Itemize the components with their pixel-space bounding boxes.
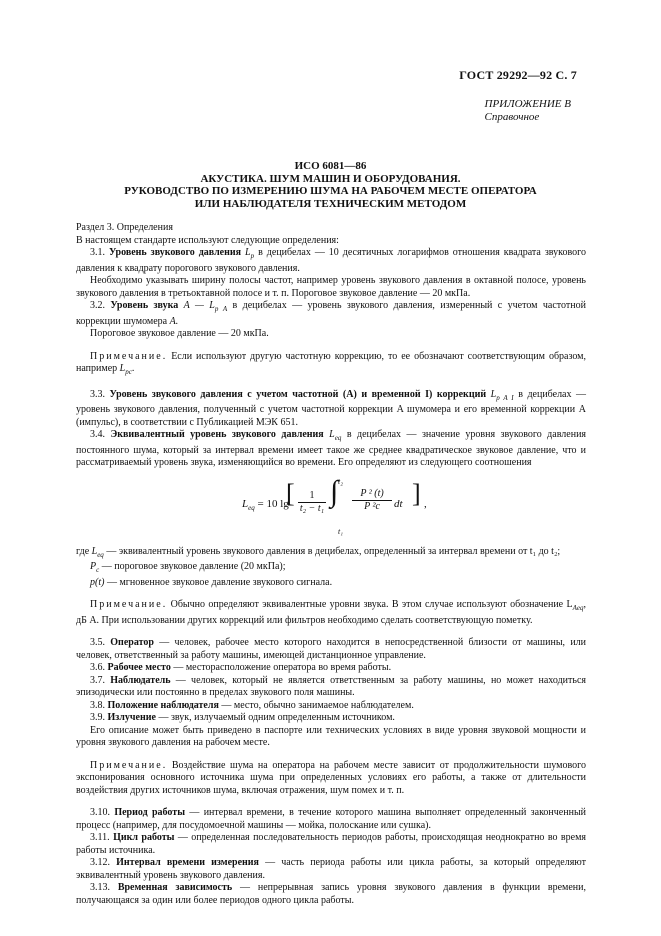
- para-3-10: 3.10. Период работы — интервал времени, в течение которого машина выполняет определенный законченный процесс (например, для посудомоечной машины — мойка, полоскание или сушка).: [76, 807, 587, 831]
- para-3-4: 3.4. Эквивалентный уровень звукового давления $L_{eq}$ в децибелах — значение уровня звукового давления постоянного шума, который за интервал времени имеет такое же среднее квадратическое звуковое давление, что и рассматриваемый уровень звука, изменяющийся во времени. Его определяют из следующего соотношения: [76, 429, 587, 468]
- section-intro: В настоящем стандарте используют следующие определения:: [76, 234, 339, 246]
- standard-header: ГОСТ 29292—92 С. 7: [459, 68, 577, 82]
- note-1: Примечание. Если используют другую частотную коррекцию, то ее обозначают соответствующим образом, например $L_{pc}$.: [76, 350, 587, 376]
- formula-definitions: [76, 546, 586, 590]
- formula-dt: dt: [394, 497, 403, 510]
- formula-fraction-1: 1 t₂ − t₁: [299, 489, 325, 514]
- para-3-12: 3.12. Интервал времени измерения — часть периода работы или цикла работы, за который определяют эквивалентный уровень звукового давления.: [76, 857, 587, 881]
- title-iso: ИСО 6081—86: [294, 160, 367, 172]
- formula-fraction-2: P ² (t) P ²c: [352, 488, 392, 514]
- para-3-3: 3.3. Уровень звукового давления с учетом частотной (A) и временной I) коррекций $L_{p A I}$ в децибелах — уровень звукового давления, полученный с учетом частотной коррекции A шумомера и его временной коррекции A (импульс), в соответствии с Публикацией МЭК 651.: [76, 388, 587, 428]
- formula-lhs: $L_{eq} = 10$ lg: [242, 497, 289, 512]
- para-3-1: 3.1. Уровень звукового давления $L_p$ в децибелах — 10 десятичных логарифмов отношения квадрата звукового давления к квадрату порогового звукового давления.: [76, 247, 587, 274]
- document-title: [0, 160, 661, 210]
- note-3: Примечание. Воздействие шума на оператора на рабочем месте зависит от продолжительности шумового экспонирования основного источника шума при определенных условиях его работы, а также от длительности воздействия других источников шума, включая отражения, шум помех и т. п.: [76, 759, 586, 796]
- para-3-13: 3.13. Временная зависимость — непрерывная запись уровня звукового давления в функции времени, получающаяся за один или более периодов одного цикла работы.: [76, 882, 586, 906]
- para-3-9-extra: Его описание может быть приведено в паспорте или технических условиях в виде уровня звуковой мощности и уровня звукового давления на рабочем месте.: [76, 724, 586, 748]
- appendix-label: [485, 98, 571, 124]
- formula-upper-limit: t₂: [338, 476, 344, 486]
- para-3-2: 3.2. Уровень звука A — $L_{p A}$ в децибелах — уровень звукового давления, измеренный с учетом частотной коррекции шумомера A.: [76, 300, 586, 327]
- def-pc: $P_c$ — пороговое звуковое давление (20 мкПа);: [90, 561, 286, 574]
- title-line-2: РУКОВОДСТВО ПО ИЗМЕРЕНИЮ ШУМА НА РАБОЧЕМ МЕСТЕ ОПЕРАТОРА: [124, 185, 537, 197]
- def-leq: где $L_{eq}$ — эквивалентный уровень звукового давления в децибелах, определенный за интервал времени от t₁ до t₂;: [76, 545, 561, 559]
- para-3-6: 3.6. Рабочее место — месторасположение оператора во время работы.: [90, 662, 392, 673]
- section-heading: Раздел 3. Определения: [76, 222, 173, 233]
- formula-bracket-right: ]: [412, 478, 421, 508]
- para-3-8: 3.8. Положение наблюдателя — место, обычно занимаемое наблюдателем.: [90, 699, 414, 711]
- title-line-1: АКУСТИКА. ШУМ МАШИН И ОБОРУДОВАНИЯ.: [200, 172, 461, 185]
- para-3-1-note: Необходимо указывать ширину полосы частот, например уровень звукового давления в октавной полосе, уровень звукового давления в третьоктавной полосе и т. п. Пороговое звуковое давление — 20 мкПа.: [76, 275, 586, 299]
- formula-bracket-left: [: [286, 478, 295, 508]
- formula-comma: ,: [424, 497, 427, 510]
- body-text: [76, 222, 586, 907]
- para-3-2-note: Пороговое звуковое давление — 20 мкПа.: [90, 328, 269, 339]
- def-pt: p(t) — мгновенное звуковое давление звукового сигнала.: [90, 576, 333, 588]
- appendix-title: ПРИЛОЖЕНИЕ В: [484, 98, 571, 110]
- para-3-11: 3.11. Цикл работы — определенная последовательность периодов работы, происходящая неоднократно во время работы источника.: [76, 832, 587, 856]
- formula-lower-limit: t₁: [338, 526, 344, 536]
- equivalent-level-formula: [76, 476, 586, 538]
- note-2: Примечание. Обычно определяют эквивалентные уровни звука. В этом случае используют обозначение $L_{Aeq}$, дБ А. При использовании других коррекций или фильтров необходимо сделать соответствующую пометку.: [76, 599, 586, 626]
- integral-symbol: ∫: [330, 474, 339, 508]
- para-3-5: 3.5. Оператор — человек, рабочее место которого находится в непосредственной близости от машины, или человек, ответственный за работу машины, имеющей дистанционное управление.: [76, 637, 587, 661]
- para-3-7: 3.7. Наблюдатель — человек, который не является ответственным за работу машины, но может находиться эпизодически или постоянно в пределах звукового поля машины.: [76, 674, 587, 698]
- para-3-9: 3.9. Излучение — звук, излучаемый одним определенным источником.: [90, 712, 395, 723]
- appendix-type: Справочное: [484, 111, 540, 123]
- title-line-3: ИЛИ НАБЛЮДАТЕЛЯ ТЕХНИЧЕСКИМ МЕТОДОМ: [194, 197, 467, 210]
